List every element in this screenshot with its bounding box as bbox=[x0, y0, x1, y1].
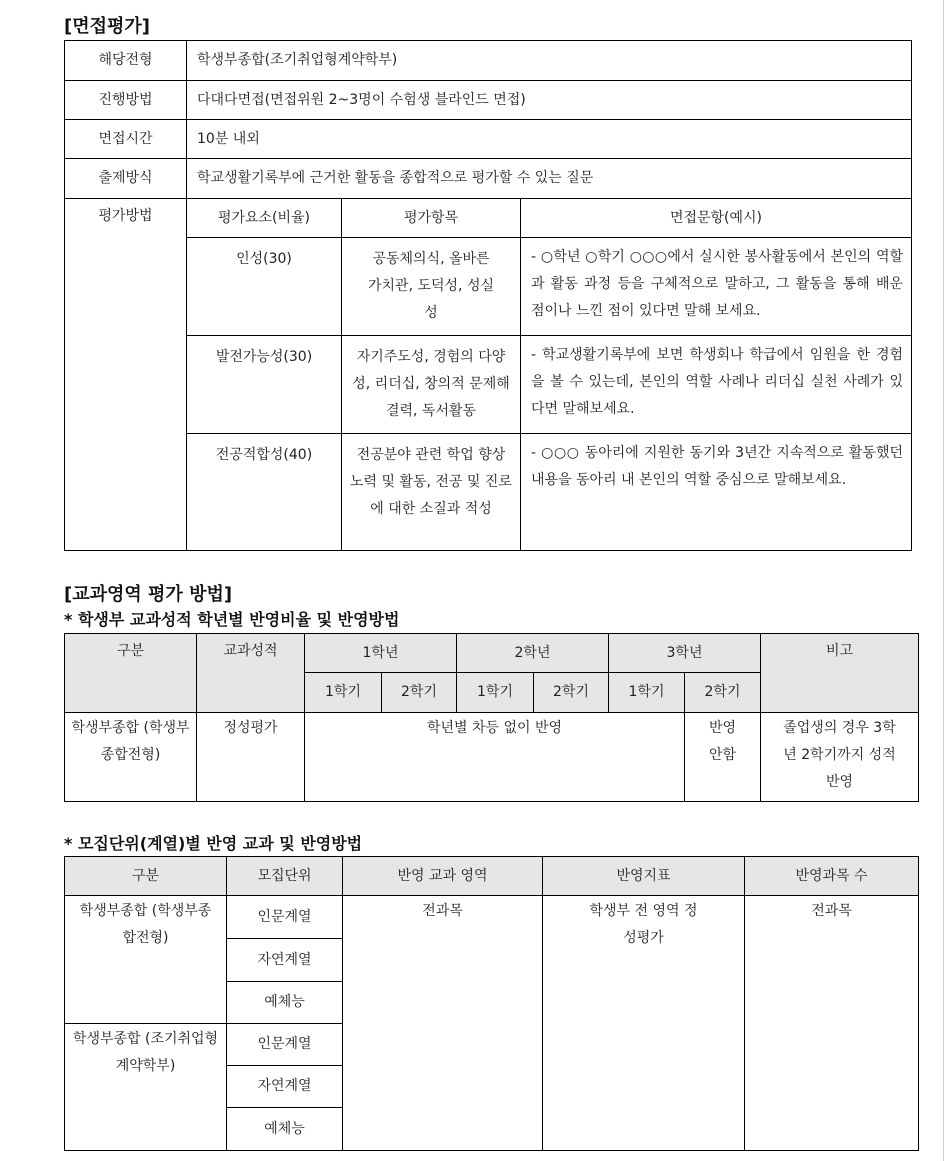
table1-title: * 학생부 교과성적 학년별 반영비율 및 반영방법 bbox=[64, 610, 400, 629]
header-type: 구분 bbox=[65, 634, 197, 713]
eval-label: 평가방법 bbox=[65, 199, 187, 551]
row-reflect: 학년별 차등 없이 반영 bbox=[305, 713, 685, 802]
eval-question: - ○학년 ○학기 ○○○에서 실시한 봉사활동에서 본인의 역할과 활동 과정 등을 구체적으로 말하고, 그 활동을 통해 배운 점이나 느낀 점이 있다면 말해 보세요. bbox=[521, 238, 912, 336]
grade-ratio-table bbox=[64, 633, 919, 802]
header-type: 구분 bbox=[65, 857, 227, 896]
eval-question: - 학교생활기록부에 보면 학생회나 학급에서 임원을 한 경험을 볼 수 있는데, 본인의 역할 사례나 리더십 실천 사례가 있다면 말해보세요. bbox=[521, 336, 912, 434]
header-semester: 2학기 bbox=[382, 673, 457, 713]
header-index: 반영지표 bbox=[543, 857, 745, 896]
header-unit: 모집단위 bbox=[227, 857, 343, 896]
unit: 인문계열 bbox=[227, 1024, 343, 1066]
row-label: 해당전형 bbox=[65, 41, 187, 81]
eval-items: 공동체의식, 올바른 가치관, 도덕성, 성실성 bbox=[342, 238, 521, 336]
group-type: 학생부종합 (학생부종합전형) bbox=[65, 896, 227, 1024]
eval-header: 평가요소(비율) bbox=[187, 199, 342, 238]
row-grades: 정성평가 bbox=[197, 713, 305, 802]
reflect-index: 학생부 전 영역 정성평가 bbox=[543, 896, 745, 1151]
header-area: 반영 교과 영역 bbox=[343, 857, 543, 896]
row-last-semester: 반영 안함 bbox=[685, 713, 761, 802]
eval-element: 인성(30) bbox=[187, 238, 342, 336]
table2-title: * 모집단위(계열)별 반영 교과 및 반영방법 bbox=[64, 834, 363, 853]
reflect-area: 전과목 bbox=[343, 896, 543, 1151]
eval-items: 자기주도성, 경험의 다양성, 리더십, 창의적 문제해결력, 독서활동 bbox=[342, 336, 521, 434]
eval-element: 발전가능성(30) bbox=[187, 336, 342, 434]
eval-question: - ○○○ 동아리에 지원한 동기와 3년간 지속적으로 활동했던 내용을 동아리 내 본인의 역할 중심으로 말해보세요. bbox=[521, 434, 912, 551]
header-semester: 2학기 bbox=[685, 673, 761, 713]
header-year1: 1학년 bbox=[305, 634, 457, 673]
header-semester: 1학기 bbox=[457, 673, 534, 713]
unit: 예체능 bbox=[227, 982, 343, 1024]
header-semester: 1학기 bbox=[609, 673, 685, 713]
unit: 자연계열 bbox=[227, 939, 343, 982]
unit-subject-table bbox=[64, 856, 919, 1151]
eval-header: 면접문항(예시) bbox=[521, 199, 912, 238]
interview-section-title: [면접평가] bbox=[64, 16, 151, 37]
eval-header: 평가항목 bbox=[342, 199, 521, 238]
header-count: 반영과목 수 bbox=[745, 857, 919, 896]
row-note: 졸업생의 경우 3학년 2학기까지 성적 반영 bbox=[761, 713, 919, 802]
header-semester: 1학기 bbox=[305, 673, 382, 713]
row-value: 학생부종합(조기취업형계약학부) bbox=[187, 41, 912, 81]
row-label: 면접시간 bbox=[65, 120, 187, 159]
header-year2: 2학년 bbox=[457, 634, 609, 673]
unit: 인문계열 bbox=[227, 896, 343, 939]
row-value: 다대다면접(면접위원 2~3명이 수험생 블라인드 면접) bbox=[187, 81, 912, 120]
row-value: 학교생활기록부에 근거한 활동을 종합적으로 평가할 수 있는 질문 bbox=[187, 159, 912, 199]
row-value: 10분 내외 bbox=[187, 120, 912, 159]
group-type: 학생부종합 (조기취업형계약학부) bbox=[65, 1024, 227, 1151]
header-year3: 3학년 bbox=[609, 634, 761, 673]
unit: 자연계열 bbox=[227, 1066, 343, 1108]
interview-table bbox=[64, 40, 912, 551]
header-note: 비고 bbox=[761, 634, 919, 713]
reflect-count: 전과목 bbox=[745, 896, 919, 1151]
eval-items: 전공분야 관련 학업 향상 노력 및 활동, 전공 및 진로에 대한 소질과 적성 bbox=[342, 434, 521, 551]
row-label: 출제방식 bbox=[65, 159, 187, 199]
subject-section-title: [교과영역 평가 방법] bbox=[64, 584, 233, 605]
header-grades: 교과성적 bbox=[197, 634, 305, 713]
row-type: 학생부종합 (학생부종합전형) bbox=[65, 713, 197, 802]
unit: 예체능 bbox=[227, 1108, 343, 1151]
row-label: 진행방법 bbox=[65, 81, 187, 120]
eval-element: 전공적합성(40) bbox=[187, 434, 342, 551]
header-semester: 2학기 bbox=[534, 673, 609, 713]
